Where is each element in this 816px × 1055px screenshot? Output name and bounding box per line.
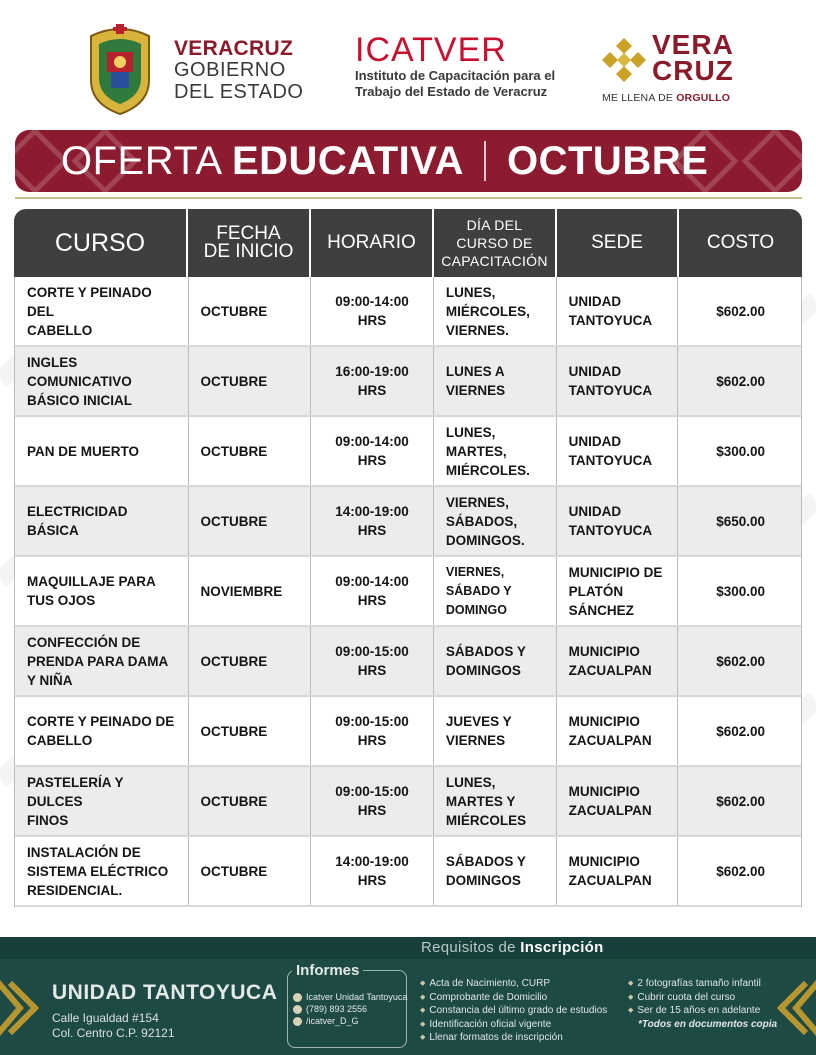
cell-dia: LUNES, MARTES, MIÉRCOLES. [434,417,557,485]
requisitos-list-2 [628,978,777,1031]
cell-fecha: OCTUBRE [189,627,312,695]
veracruz-tagline: ME LLENA DE ORGULLO [602,92,731,104]
cell-sede: UNIDAD TANTOYUCA [557,347,679,415]
requisito-item: ◆ Comprobante de Domicilio [420,992,607,1006]
cell-costo: $602.00 [716,793,766,809]
cell-sede: UNIDAD TANTOYUCA [557,487,679,555]
cell-sede: MUNICIPIO ZACUALPAN [557,837,679,905]
gov-line-2: GOBIERNO [174,59,286,81]
requisito-note: *Todos en documentos copia [638,1018,778,1030]
cell-costo: $300.00 [716,583,766,599]
table-row [15,417,801,487]
cell-sede: UNIDAD TANTOYUCA [557,417,679,485]
cell-costo: $602.00 [716,653,766,669]
table-row [15,557,801,627]
icatver-subtitle-2: Trabajo del Estado de Veracruz [355,84,548,99]
banner-month: OCTUBRE [507,139,709,183]
cell-dia: SÁBADOS Y DOMINGOS [434,837,557,905]
informes-social: /icatver_D_G [293,1016,359,1026]
banner-underline [15,197,802,199]
cell-dia: VIERNES, SÁBADOS, DOMINGOS. [434,487,557,555]
cell-fecha: OCTUBRE [189,487,312,555]
cell-curso: CONFECCIÓN DE PRENDA PARA DAMA Y NIÑA [15,627,189,695]
table-row [15,627,801,697]
cell-dia: VIERNES, SÁBADO Y DOMINGO [434,557,557,625]
requisito-item: ◆ Llenar formatos de inscripción [420,1032,607,1046]
cell-sede: UNIDAD TANTOYUCA [557,277,679,345]
informes-phone: (789) 893 2556 [293,1004,367,1014]
table-row [15,487,801,557]
cell-fecha: OCTUBRE [189,347,312,415]
table-row [15,347,801,417]
cell-horario: 16:00-19:00 HRS [311,347,434,415]
cell-horario: 14:00-19:00 HRS [311,487,434,555]
icatver-subtitle-1: Instituto de Capacitación para el [355,68,556,83]
cell-fecha: OCTUBRE [189,417,312,485]
requisito-item: ◆ Constancia del último grado de estudios [420,1005,607,1019]
table-row [15,767,801,837]
cell-fecha: OCTUBRE [189,277,312,345]
requisitos-heading: Requisitos de Inscripción [421,939,604,956]
banner-title: OFERTA EDUCATIVA [61,139,464,183]
informes-title: Informes [292,962,363,979]
cell-dia: JUEVES Y VIERNES [434,697,557,765]
informes-facebook: Icatver Unidad Tantoyuca [293,992,407,1002]
cell-horario: 09:00-15:00 HRS [311,627,434,695]
table-row [15,697,801,767]
cell-dia: LUNES, MIÉRCOLES, VIERNES. [434,277,557,345]
header-sede: SEDE [557,209,679,277]
cell-curso: CORTE Y PEINADO DE CABELLO [15,697,189,765]
gobierno-logo-text [174,38,303,103]
banner-divider [484,141,486,181]
table-row [15,277,801,347]
header-horario: HORARIO [311,209,434,277]
cell-sede: MUNICIPIO DE PLATÓN SÁNCHEZ [557,557,679,625]
cell-curso: INSTALACIÓN DE SISTEMA ELÉCTRICO RESIDENCIAL. [15,837,189,905]
header-dia: DÍA DEL CURSO DE CAPACITACIÓN [434,209,557,277]
table-header [14,209,802,277]
cell-curso: PAN DE MUERTO [15,417,189,485]
veracruz-coat-of-arms-icon [83,22,157,116]
table-row [15,837,801,907]
cell-fecha: OCTUBRE [189,767,312,835]
requisito-item: ◆ Identificación oficial vigente [420,1019,607,1033]
cell-costo: $300.00 [716,443,766,459]
cell-curso: MAQUILLAJE PARA TUS OJOS [15,557,189,625]
cell-sede: MUNICIPIO ZACUALPAN [557,627,679,695]
cell-sede: MUNICIPIO ZACUALPAN [557,697,679,765]
icatver-logo [355,32,555,100]
icatver-title: ICATVER [355,31,507,69]
facebook-icon [293,993,302,1002]
unidad-name: UNIDAD TANTOYUCA [52,981,278,1004]
course-table [14,209,802,907]
cell-dia: SÁBADOS Y DOMINGOS [434,627,557,695]
cell-dia: LUNES, MARTES Y MIÉRCOLES [434,767,557,835]
cell-horario: 09:00-15:00 HRS [311,697,434,765]
cell-fecha: NOVIEMBRE [189,557,312,625]
header-curso: CURSO [14,209,188,277]
gov-line-3: DEL ESTADO [174,81,304,103]
cell-dia: LUNES A VIERNES [434,347,557,415]
oferta-educativa-banner [15,130,802,192]
requisito-item: ◆ Acta de Nacimiento, CURP [420,978,607,992]
cell-costo: $602.00 [716,373,766,389]
cell-fecha: OCTUBRE [189,837,312,905]
cell-sede: MUNICIPIO ZACUALPAN [557,767,679,835]
cell-curso: ELECTRICIDAD BÁSICA [15,487,189,555]
cell-curso: PASTELERÍA Y DULCES FINOS [15,767,189,835]
cell-costo: $602.00 [716,863,766,879]
social-icon [293,1017,302,1026]
header-costo: COSTO [706,232,775,253]
unidad-address: Calle Igualdad #154 Col. Centro C.P. 92121 [52,1011,175,1040]
cell-horario: 09:00-14:00 HRS [311,557,434,625]
gov-line-1: VERACRUZ [174,37,294,60]
cell-costo: $602.00 [716,723,766,739]
header-logos [0,18,816,118]
cell-costo: $602.00 [716,303,766,319]
cell-horario: 09:00-15:00 HRS [311,767,434,835]
phone-icon [293,1005,302,1014]
header-fecha: FECHA DE INICIO [188,209,311,277]
footer-top-stripe [0,937,816,959]
veracruz-word-2: CRUZ [652,55,734,86]
cell-horario: 09:00-14:00 HRS [311,277,434,345]
footer-pattern-left-icon [0,963,50,1053]
table-body [14,277,802,907]
cell-curso: CORTE Y PEINADO DEL CABELLO [15,277,189,345]
requisitos-list-1 [420,978,607,1046]
cell-fecha: OCTUBRE [189,697,312,765]
cell-horario: 14:00-19:00 HRS [311,837,434,905]
veracruz-pattern-mark-icon [600,36,648,84]
requisito-item: ◆ Ser de 15 años en adelante [628,1005,777,1019]
cell-costo: $650.00 [716,513,766,529]
cell-horario: 09:00-14:00 HRS [311,417,434,485]
requisito-item: ◆ 2 fotografías tamaño infantil [628,978,777,992]
requisito-item: ◆ Cubrir cuota del curso [628,992,777,1006]
veracruz-orgullo-logo [600,28,740,118]
veracruz-word-1: VERA [652,29,734,60]
cell-curso: INGLES COMUNICATIVO BÁSICO INICIAL [15,347,189,415]
